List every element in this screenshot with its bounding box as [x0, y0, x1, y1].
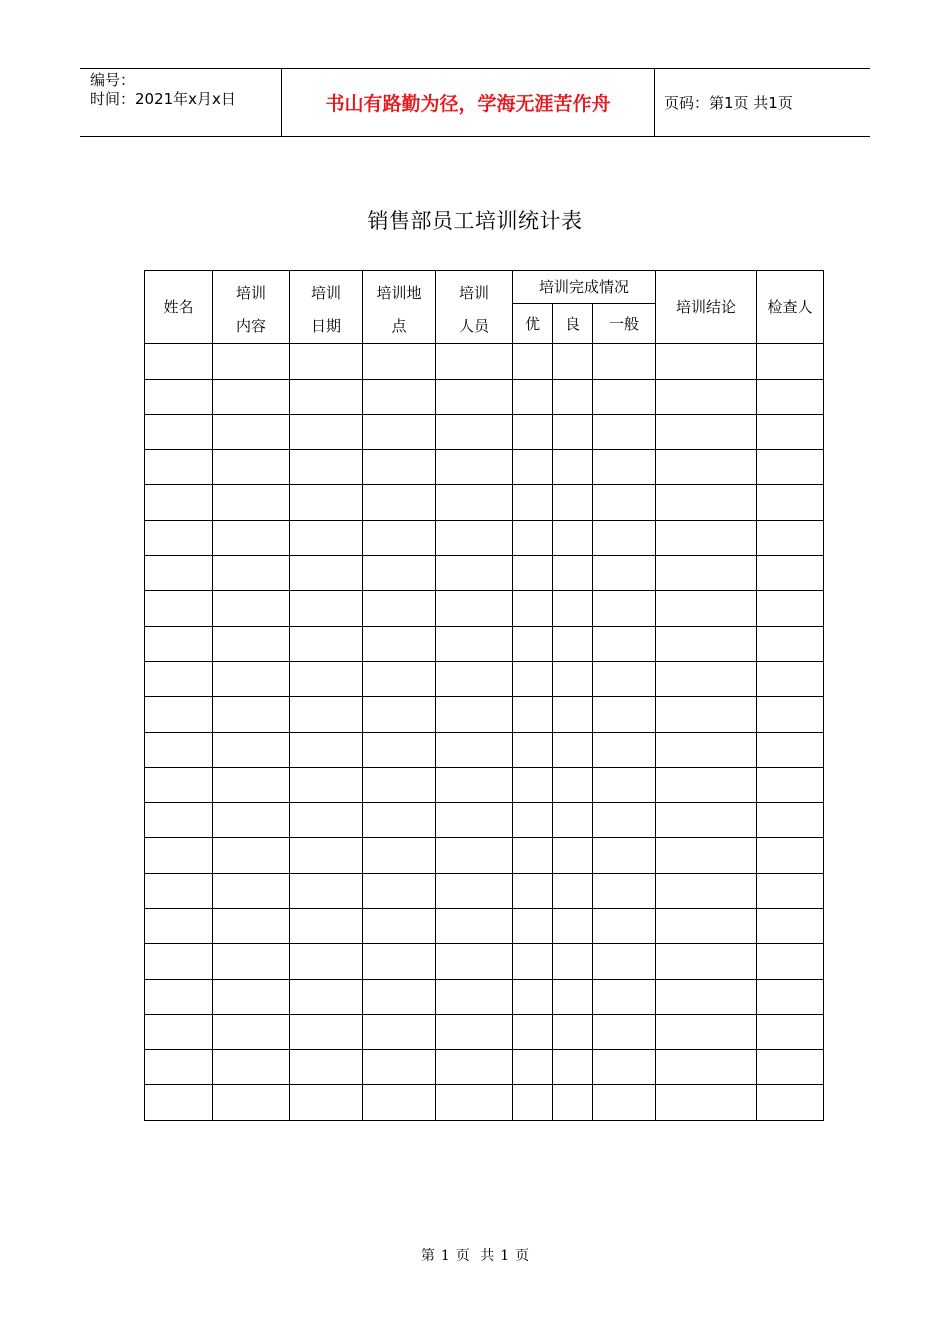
header-name: 姓名	[145, 271, 213, 344]
table-cell[interactable]	[290, 1014, 363, 1049]
table-cell[interactable]	[757, 626, 824, 661]
footer-page-number: 1	[440, 1248, 450, 1264]
table-cell[interactable]	[363, 1014, 436, 1049]
table-cell[interactable]	[553, 414, 593, 449]
table-cell[interactable]	[145, 908, 213, 943]
table-cell[interactable]	[145, 450, 213, 485]
table-cell[interactable]	[593, 873, 656, 908]
table-cell[interactable]	[656, 979, 757, 1014]
header-training-staff-line1: 培训	[458, 284, 489, 302]
table-cell[interactable]	[290, 908, 363, 943]
table-cell[interactable]	[145, 732, 213, 767]
table-row	[145, 1014, 824, 1049]
table-header-row	[145, 271, 824, 304]
table-cell[interactable]	[213, 908, 290, 943]
table-cell[interactable]	[363, 450, 436, 485]
table-cell[interactable]	[145, 661, 213, 696]
table-cell[interactable]	[436, 838, 513, 873]
table-cell[interactable]	[757, 520, 824, 555]
header-good: 良	[553, 304, 593, 344]
table-cell[interactable]	[593, 697, 656, 732]
table-cell[interactable]	[656, 556, 757, 591]
table-cell[interactable]	[513, 1050, 553, 1085]
table-cell[interactable]	[290, 591, 363, 626]
table-cell[interactable]	[553, 873, 593, 908]
table-cell[interactable]	[290, 1050, 363, 1085]
table-cell[interactable]	[757, 1085, 824, 1121]
table-cell[interactable]	[656, 697, 757, 732]
table-row	[145, 379, 824, 414]
table-cell[interactable]	[436, 626, 513, 661]
table-cell[interactable]	[593, 1050, 656, 1085]
table-cell[interactable]	[513, 979, 553, 1014]
table-cell[interactable]	[593, 450, 656, 485]
table-row	[145, 626, 824, 661]
table-cell[interactable]	[213, 485, 290, 520]
table-cell[interactable]	[513, 1085, 553, 1121]
table-cell[interactable]	[213, 626, 290, 661]
table-cell[interactable]	[290, 979, 363, 1014]
table-cell[interactable]	[757, 414, 824, 449]
table-cell[interactable]	[656, 379, 757, 414]
table-cell[interactable]	[553, 1014, 593, 1049]
header-divider-right	[654, 68, 655, 136]
header-training-content-line1: 培训	[235, 284, 266, 302]
table-cell[interactable]	[553, 697, 593, 732]
table-cell[interactable]	[363, 838, 436, 873]
table-row	[145, 1050, 824, 1085]
table-cell[interactable]	[145, 873, 213, 908]
table-cell[interactable]	[145, 556, 213, 591]
table-cell[interactable]	[436, 520, 513, 555]
table-cell[interactable]	[363, 1085, 436, 1121]
footer-page-word: 第	[420, 1248, 435, 1264]
table-cell[interactable]	[513, 838, 553, 873]
table-cell[interactable]	[436, 591, 513, 626]
table-cell[interactable]	[213, 661, 290, 696]
page-title: 销售部员工培训统计表	[367, 209, 583, 233]
table-cell[interactable]	[593, 591, 656, 626]
table-cell[interactable]	[363, 873, 436, 908]
table-cell[interactable]	[363, 767, 436, 802]
table-cell[interactable]	[593, 979, 656, 1014]
table-cell[interactable]	[553, 732, 593, 767]
table-cell[interactable]	[290, 414, 363, 449]
table-cell[interactable]	[656, 838, 757, 873]
table-cell[interactable]	[213, 520, 290, 555]
table-cell[interactable]	[145, 414, 213, 449]
table-cell[interactable]	[656, 485, 757, 520]
table-cell[interactable]	[436, 485, 513, 520]
table-cell[interactable]	[363, 344, 436, 379]
table-row	[145, 767, 824, 802]
table-cell[interactable]	[363, 944, 436, 979]
header-training-content-line2: 内容	[235, 317, 266, 335]
header-motto: 书山有路勤为径，学海无涯苦作舟	[325, 93, 611, 115]
table-cell[interactable]	[513, 908, 553, 943]
table-row	[145, 838, 824, 873]
table-cell[interactable]	[290, 767, 363, 802]
table-cell[interactable]	[593, 732, 656, 767]
table-cell[interactable]	[593, 344, 656, 379]
header-completion: 培训完成情况	[513, 271, 656, 304]
table-cell[interactable]	[513, 697, 553, 732]
table-cell[interactable]	[290, 732, 363, 767]
table-cell[interactable]	[553, 626, 593, 661]
table-cell[interactable]	[513, 556, 553, 591]
table-cell[interactable]	[593, 379, 656, 414]
table-cell[interactable]	[290, 520, 363, 555]
table-cell[interactable]	[213, 591, 290, 626]
table-row	[145, 732, 824, 767]
table-cell[interactable]	[436, 1014, 513, 1049]
table-cell[interactable]	[290, 379, 363, 414]
table-cell[interactable]	[145, 767, 213, 802]
header-training-content	[213, 271, 290, 344]
table-cell[interactable]	[145, 1085, 213, 1121]
table-cell[interactable]	[757, 1014, 824, 1049]
header-training-date	[290, 271, 363, 344]
table-cell[interactable]	[553, 767, 593, 802]
header-training-date-line1: 培训	[310, 284, 341, 302]
table-cell[interactable]	[593, 661, 656, 696]
table-cell[interactable]	[593, 1085, 656, 1121]
table-cell[interactable]	[757, 1050, 824, 1085]
table-cell[interactable]	[513, 1014, 553, 1049]
table-cell[interactable]	[213, 873, 290, 908]
table-cell[interactable]	[656, 767, 757, 802]
table-cell[interactable]	[553, 1085, 593, 1121]
table-cell[interactable]	[436, 379, 513, 414]
table-row	[145, 344, 824, 379]
doc-number-label: 编号：	[90, 71, 136, 89]
table-cell[interactable]	[145, 1014, 213, 1049]
table-cell[interactable]	[290, 873, 363, 908]
table-cell[interactable]	[757, 944, 824, 979]
table-cell[interactable]	[656, 591, 757, 626]
table-row	[145, 591, 824, 626]
table-cell[interactable]	[290, 838, 363, 873]
table-cell[interactable]	[553, 485, 593, 520]
header-conclusion: 培训结论	[656, 271, 757, 344]
table-cell[interactable]	[436, 414, 513, 449]
table-cell[interactable]	[363, 520, 436, 555]
table-cell[interactable]	[757, 979, 824, 1014]
table-row	[145, 1085, 824, 1121]
table-cell[interactable]	[513, 520, 553, 555]
table-cell[interactable]	[363, 379, 436, 414]
table-row	[145, 873, 824, 908]
table-cell[interactable]	[145, 379, 213, 414]
table-cell[interactable]	[593, 485, 656, 520]
table-cell[interactable]	[363, 414, 436, 449]
table-row	[145, 450, 824, 485]
table-cell[interactable]	[213, 767, 290, 802]
table-cell[interactable]	[757, 379, 824, 414]
table-cell[interactable]	[513, 803, 553, 838]
table-cell[interactable]	[290, 697, 363, 732]
table-cell[interactable]	[213, 344, 290, 379]
table-row	[145, 485, 824, 520]
table-cell[interactable]	[513, 591, 553, 626]
table-cell[interactable]	[513, 485, 553, 520]
table-row	[145, 661, 824, 696]
table-cell[interactable]	[656, 803, 757, 838]
table-cell[interactable]	[656, 873, 757, 908]
table-cell[interactable]	[656, 414, 757, 449]
table-row	[145, 414, 824, 449]
header-inspector: 检查人	[757, 271, 824, 344]
table-cell[interactable]	[436, 767, 513, 802]
table-cell[interactable]	[593, 767, 656, 802]
table-cell[interactable]	[290, 661, 363, 696]
training-stats-table	[144, 270, 824, 1121]
table-cell[interactable]	[593, 944, 656, 979]
table-cell[interactable]	[436, 697, 513, 732]
table-cell[interactable]	[145, 626, 213, 661]
table-cell[interactable]	[290, 485, 363, 520]
table-cell[interactable]	[553, 520, 593, 555]
table-cell[interactable]	[213, 379, 290, 414]
table-cell[interactable]	[656, 944, 757, 979]
table-cell[interactable]	[656, 661, 757, 696]
table-cell[interactable]	[513, 414, 553, 449]
header-training-date-line2: 日期	[310, 317, 341, 335]
table-cell[interactable]	[213, 556, 290, 591]
footer-total-number: 1	[500, 1248, 510, 1264]
table-cell[interactable]	[656, 732, 757, 767]
table-cell[interactable]	[145, 979, 213, 1014]
table-cell[interactable]	[757, 661, 824, 696]
table-cell[interactable]	[145, 591, 213, 626]
table-cell[interactable]	[290, 556, 363, 591]
table-cell[interactable]	[593, 626, 656, 661]
table-cell[interactable]	[757, 873, 824, 908]
table-cell[interactable]	[290, 944, 363, 979]
table-cell[interactable]	[553, 661, 593, 696]
header-excellent: 优	[513, 304, 553, 344]
table-cell[interactable]	[656, 908, 757, 943]
table-cell[interactable]	[213, 1085, 290, 1121]
table-cell[interactable]	[436, 1085, 513, 1121]
table-cell[interactable]	[145, 697, 213, 732]
table-cell[interactable]	[513, 661, 553, 696]
table-cell[interactable]	[363, 803, 436, 838]
table-cell[interactable]	[436, 979, 513, 1014]
table-cell[interactable]	[213, 803, 290, 838]
table-cell[interactable]	[363, 1050, 436, 1085]
table-cell[interactable]	[145, 1050, 213, 1085]
table-row	[145, 556, 824, 591]
table-cell[interactable]	[145, 520, 213, 555]
table-cell[interactable]	[757, 838, 824, 873]
table-row	[145, 803, 824, 838]
table-cell[interactable]	[757, 556, 824, 591]
table-cell[interactable]	[593, 1014, 656, 1049]
page-footer	[0, 1246, 950, 1266]
table-cell[interactable]	[656, 626, 757, 661]
header-training-location-line2: 点	[391, 317, 407, 335]
table-cell[interactable]	[656, 344, 757, 379]
table-cell[interactable]	[513, 873, 553, 908]
table-cell[interactable]	[757, 697, 824, 732]
table-cell[interactable]	[757, 767, 824, 802]
table-cell[interactable]	[553, 450, 593, 485]
doc-date-label: 时间：2021年x月x日	[90, 90, 236, 108]
header-training-staff	[436, 271, 513, 344]
table-cell[interactable]	[363, 732, 436, 767]
table-cell[interactable]	[290, 450, 363, 485]
table-cell[interactable]	[553, 838, 593, 873]
table-cell[interactable]	[213, 450, 290, 485]
header-top-rule	[80, 68, 870, 69]
table-cell[interactable]	[436, 944, 513, 979]
table-cell[interactable]	[145, 838, 213, 873]
page-count-label: 页码：第1页 共1页	[664, 94, 793, 112]
table-cell[interactable]	[553, 908, 593, 943]
table-cell[interactable]	[593, 556, 656, 591]
table-cell[interactable]	[363, 626, 436, 661]
header-training-location-line1: 培训地	[376, 284, 422, 302]
table-cell[interactable]	[513, 767, 553, 802]
header-training-location	[363, 271, 436, 344]
table-cell[interactable]	[213, 979, 290, 1014]
table-cell[interactable]	[656, 520, 757, 555]
table-cell[interactable]	[593, 414, 656, 449]
table-cell[interactable]	[513, 379, 553, 414]
table-cell[interactable]	[513, 732, 553, 767]
table-cell[interactable]	[436, 556, 513, 591]
table-cell[interactable]	[436, 450, 513, 485]
table-cell[interactable]	[213, 697, 290, 732]
table-cell[interactable]	[593, 908, 656, 943]
table-cell[interactable]	[436, 1050, 513, 1085]
table-cell[interactable]	[363, 556, 436, 591]
table-cell[interactable]	[757, 485, 824, 520]
header-average: 一般	[593, 304, 656, 344]
table-cell[interactable]	[363, 661, 436, 696]
table-cell[interactable]	[656, 450, 757, 485]
header-bottom-rule	[80, 136, 870, 137]
table-cell[interactable]	[213, 1014, 290, 1049]
table-cell[interactable]	[513, 626, 553, 661]
table-cell[interactable]	[213, 838, 290, 873]
table-cell[interactable]	[513, 450, 553, 485]
table-cell[interactable]	[436, 661, 513, 696]
table-cell[interactable]	[145, 944, 213, 979]
table-cell[interactable]	[757, 908, 824, 943]
table-cell[interactable]	[436, 803, 513, 838]
table-cell[interactable]	[436, 344, 513, 379]
table-cell[interactable]	[656, 1085, 757, 1121]
table-cell[interactable]	[363, 979, 436, 1014]
table-cell[interactable]	[553, 803, 593, 838]
table-cell[interactable]	[213, 1050, 290, 1085]
table-cell[interactable]	[553, 591, 593, 626]
table-cell[interactable]	[213, 944, 290, 979]
table-cell[interactable]	[757, 803, 824, 838]
footer-page-word-3: 页	[515, 1248, 530, 1264]
table-cell[interactable]	[656, 1014, 757, 1049]
table-cell[interactable]	[553, 556, 593, 591]
table-cell[interactable]	[145, 485, 213, 520]
table-cell[interactable]	[513, 344, 553, 379]
table-cell[interactable]	[757, 344, 824, 379]
table-cell[interactable]	[757, 450, 824, 485]
table-row	[145, 520, 824, 555]
table-cell[interactable]	[553, 379, 593, 414]
table-cell[interactable]	[757, 591, 824, 626]
table-cell[interactable]	[213, 732, 290, 767]
footer-page-word-2: 页	[455, 1248, 470, 1264]
table-row	[145, 979, 824, 1014]
table-cell[interactable]	[593, 838, 656, 873]
table-cell[interactable]	[145, 344, 213, 379]
table-cell[interactable]	[593, 520, 656, 555]
table-cell[interactable]	[290, 626, 363, 661]
table-cell[interactable]	[553, 344, 593, 379]
table-cell[interactable]	[213, 414, 290, 449]
table-cell[interactable]	[436, 908, 513, 943]
table-cell[interactable]	[436, 873, 513, 908]
table-cell[interactable]	[593, 803, 656, 838]
table-cell[interactable]	[290, 344, 363, 379]
table-cell[interactable]	[656, 1050, 757, 1085]
table-cell[interactable]	[363, 697, 436, 732]
table-cell[interactable]	[553, 1050, 593, 1085]
table-cell[interactable]	[290, 1085, 363, 1121]
table-cell[interactable]	[145, 803, 213, 838]
table-row	[145, 697, 824, 732]
table-cell[interactable]	[757, 732, 824, 767]
table-cell[interactable]	[553, 944, 593, 979]
table-row	[145, 908, 824, 943]
footer-total-word: 共	[480, 1248, 495, 1264]
table-cell[interactable]	[553, 979, 593, 1014]
table-cell[interactable]	[363, 591, 436, 626]
table-cell[interactable]	[290, 803, 363, 838]
table-cell[interactable]	[363, 908, 436, 943]
table-cell[interactable]	[436, 732, 513, 767]
table-row	[145, 944, 824, 979]
table-cell[interactable]	[513, 944, 553, 979]
header-training-staff-line2: 人员	[458, 317, 489, 335]
table-cell[interactable]	[363, 485, 436, 520]
